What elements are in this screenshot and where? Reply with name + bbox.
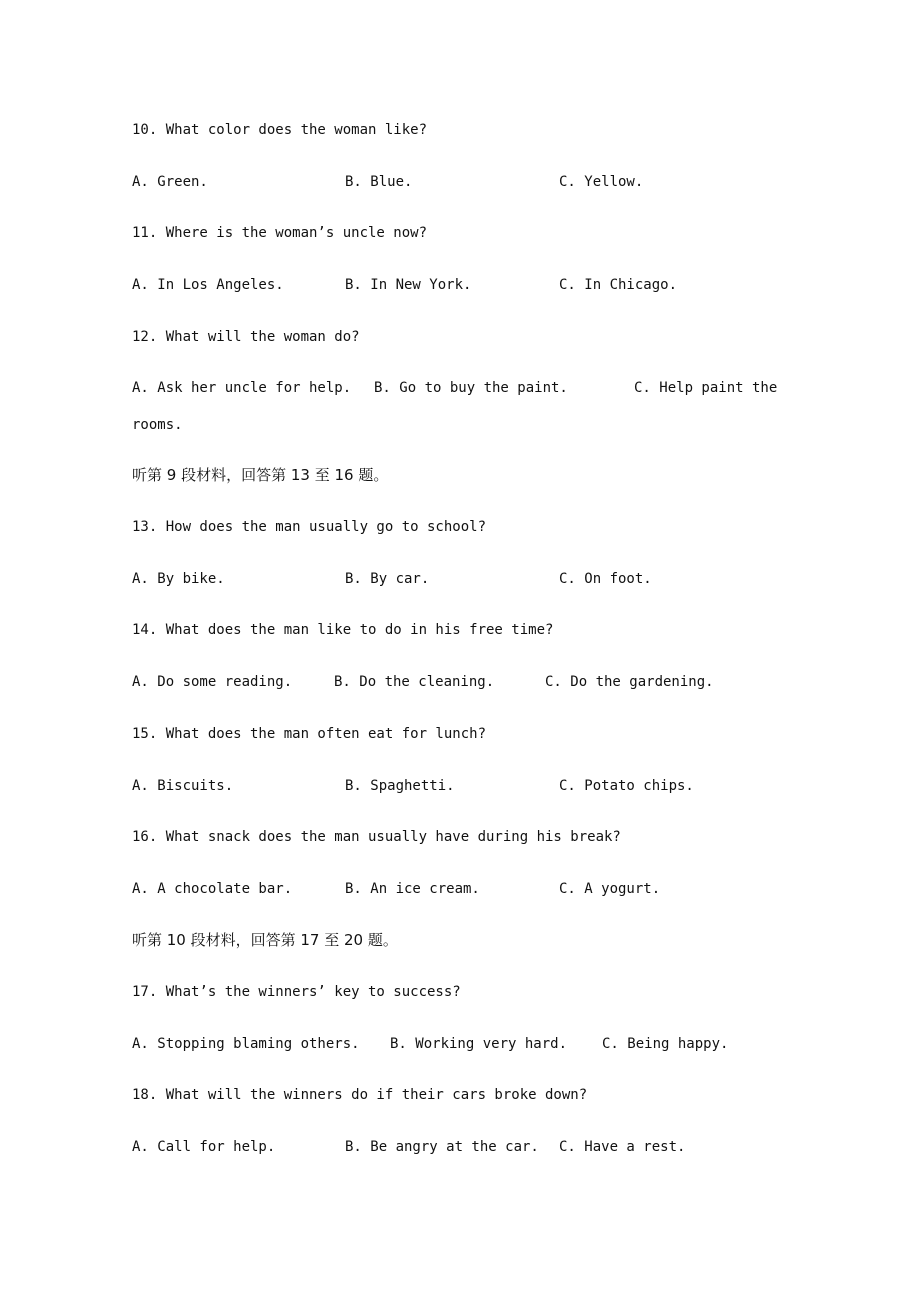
question-10-option-a: A. Green. [132, 174, 208, 190]
question-18: 18. What will the winners do if their cars broke down? [132, 1087, 588, 1103]
question-16: 16. What snack does the man usually have during his break? [132, 829, 621, 845]
question-12-option-c-continuation: rooms. [132, 417, 183, 433]
section-heading-9: 听第 9 段材料，回答第 13 至 16 题。 [132, 466, 389, 484]
question-13-option-b: B. By car. [345, 571, 430, 587]
question-14-option-b: B. Do the cleaning. [334, 674, 495, 690]
question-16-option-b: B. An ice cream. [345, 881, 480, 897]
question-15-option-b: B. Spaghetti. [345, 778, 455, 794]
question-11-option-c: C. In Chicago. [559, 277, 678, 293]
question-15-option-a: A. Biscuits. [132, 778, 234, 794]
question-13: 13. How does the man usually go to school? [132, 519, 487, 535]
question-17-option-b: B. Working very hard. [390, 1036, 568, 1052]
question-11-option-a: A. In Los Angeles. [132, 277, 284, 293]
question-12-option-b: B. Go to buy the paint. [374, 380, 568, 396]
question-10: 10. What color does the woman like? [132, 122, 428, 138]
question-13-option-a: A. By bike. [132, 571, 225, 587]
question-12: 12. What will the woman do? [132, 329, 360, 345]
question-15-option-c: C. Potato chips. [559, 778, 694, 794]
question-13-option-c: C. On foot. [559, 571, 652, 587]
question-12-option-c: C. Help paint the [634, 380, 778, 396]
question-11: 11. Where is the woman’s uncle now? [132, 225, 428, 241]
question-18-option-a: A. Call for help. [132, 1139, 276, 1155]
question-18-option-c: C. Have a rest. [559, 1139, 686, 1155]
question-15: 15. What does the man often eat for lunch? [132, 726, 487, 742]
question-17-option-c: C. Being happy. [602, 1036, 729, 1052]
question-12-option-a: A. Ask her uncle for help. [132, 380, 352, 396]
question-14: 14. What does the man like to do in his free time? [132, 622, 554, 638]
question-18-option-b: B. Be angry at the car. [345, 1139, 539, 1155]
question-16-option-c: C. A yogurt. [559, 881, 661, 897]
question-17: 17. What’s the winners’ key to success? [132, 984, 461, 1000]
question-14-option-c: C. Do the gardening. [545, 674, 714, 690]
question-17-option-a: A. Stopping blaming others. [132, 1036, 360, 1052]
question-14-option-a: A. Do some reading. [132, 674, 293, 690]
section-heading-10: 听第 10 段材料，回答第 17 至 20 题。 [132, 931, 398, 949]
question-10-option-b: B. Blue. [345, 174, 413, 190]
question-10-option-c: C. Yellow. [559, 174, 644, 190]
question-11-option-b: B. In New York. [345, 277, 472, 293]
question-16-option-a: A. A chocolate bar. [132, 881, 293, 897]
